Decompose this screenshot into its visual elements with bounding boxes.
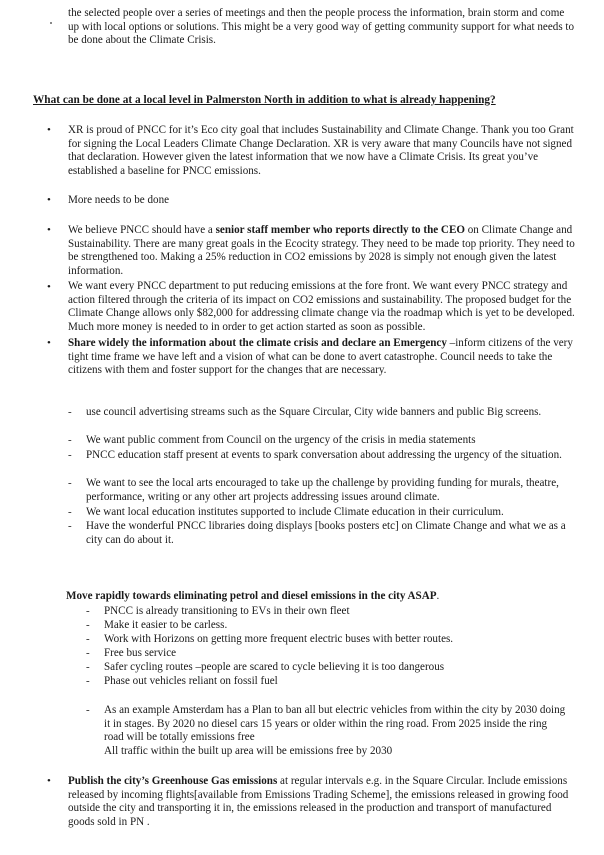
intro-paragraph: the selected people over a series of meetings and then the people process the information, brain storm and come up with local options or solutions. This might be a very good way of getting community support for what needs to be done about the Climate Crisis.	[68, 7, 575, 47]
bullet-pncc-eco-city: XR is proud of PNCC for it’s Eco city goal that includes Sustainability and Climate Change. Thank you too Grant for signing the Local Leaders Climate Change Declaration. XR is very aware that many Councils have not signed that declaration. However given the latest information that we now have a Climate Crisis. Its great you’ve established a baseline for PNCC emissions.	[68, 124, 574, 178]
bullet-marker: •	[47, 775, 51, 787]
bullet-senior-staff-post: on Climate Change and Sustainability. There are many great goals in the Ecocity strategy. They need to be made top priority. They need to be strengthened too. Making a 25% reduction in CO2 emissions by 2028 is simply not enough given the latest information.	[68, 224, 575, 278]
move-sub-horizons: Work with Horizons on getting more frequent electric buses with better routes.	[104, 633, 454, 645]
move-sub-cycling: Safer cycling routes –people are scared to cycle believing it is too dangerous	[104, 661, 445, 673]
bullet-share-widely-post: –inform citizens of the very tight time frame we have left and a vision of what can be done to avert catastrophe. Council needs to take the citizens with them and foster support for the changes that are necessary.	[68, 337, 573, 377]
bullet-marker: •	[47, 194, 51, 206]
bullet-senior-staff-bold: senior staff member who reports directly to the CEO	[215, 224, 465, 236]
move-sub-fossil-fuel: Phase out vehicles reliant on fossil fuel	[104, 675, 278, 687]
move-sub-amsterdam-last: All traffic within the built up area will be emissions free by 2030	[104, 745, 393, 757]
bullet-every-department: We want every PNCC department to put reducing emissions at the fore front. We want every PNCC strategy and action filtered through the criteria of its impact on CO2 emissions and sustainability. The proposed budget for the Climate Change allows only $82,000 for addressing climate change via the roadmap which is yet to be developed. Much more money is needed to in order to get action started as soon as possible.	[68, 280, 575, 334]
scan-speck	[50, 22, 52, 24]
move-sub-evs: PNCC is already transitioning to EVs in their own fleet	[104, 605, 350, 617]
bullet-marker: •	[47, 337, 51, 349]
bullet-senior-staff-pre: We believe PNCC should have a	[68, 224, 216, 236]
share-sub-advertising: use council advertising streams such as the Square Circular, City wide banners and public Big screens.	[86, 406, 542, 418]
section-heading: What can be done at a local level in Palmerston North in addition to what is already happening?	[33, 94, 496, 106]
share-sub-libraries: Have the wonderful PNCC libraries doing displays [books posters etc] on Climate Change and what we as a city can do about it.	[86, 520, 566, 546]
move-rapidly-heading	[66, 590, 576, 604]
move-sub-amsterdam: As an example Amsterdam has a Plan to ban all but electric vehicles from within the city by 2030 doing it in stages. By 2020 no diesel cars 15 years or older within the ring road. From 2025 inside the ring road will be totally emissions free	[104, 704, 566, 744]
dash-marker: -	[68, 434, 72, 446]
dash-marker: -	[86, 661, 90, 673]
move-sub-carless: Make it easier to be carless.	[104, 619, 228, 631]
move-rapidly-bold: Move rapidly towards eliminating petrol and diesel emissions in the city ASAP	[66, 590, 437, 602]
dash-marker: -	[86, 633, 90, 645]
bullet-marker: •	[47, 124, 51, 136]
share-sub-local-arts: We want to see the local arts encouraged to take up the challenge by providing funding for murals, theatre, performance, writing or any other art projects addressing issues around climate.	[86, 477, 559, 503]
move-rapidly-tail: .	[436, 590, 440, 602]
dash-marker: -	[68, 406, 72, 418]
move-sub-free-bus: Free bus service	[104, 647, 177, 659]
dash-marker: -	[86, 605, 90, 617]
dash-marker: -	[68, 520, 72, 532]
bullet-share-widely	[68, 337, 578, 378]
dash-marker: -	[68, 506, 72, 518]
share-sub-education-institutes: We want local education institutes supported to include Climate education in their curriculum.	[86, 506, 504, 518]
dash-marker: -	[68, 477, 72, 489]
dash-marker: -	[86, 647, 90, 659]
dash-marker: -	[86, 619, 90, 631]
bullet-share-widely-bold: Share widely the information about the climate crisis and declare an Emergency	[68, 337, 447, 349]
dash-marker: -	[86, 704, 90, 716]
bullet-marker: •	[47, 281, 51, 293]
bullet-publish-emissions-post: at regular intervals e.g. in the Square Circular. Include emissions released by incoming flights[available from Emissions Trading Scheme], the emissions released in growing food outside the city and transporting it in, the emissions released in the production and transport of manufactured goods sold in PN .	[68, 775, 569, 829]
bullet-senior-staff	[68, 224, 578, 279]
bullet-more-needed: More needs to be done	[68, 194, 170, 206]
dash-marker: -	[86, 675, 90, 687]
share-sub-education-staff: PNCC education staff present at events to spark conversation about addressing the urgency of the situation.	[86, 449, 562, 461]
share-sub-public-comment: We want public comment from Council on the urgency of the crisis in media statements	[86, 434, 476, 446]
bullet-publish-emissions-bold: Publish the city’s Greenhouse Gas emissions	[68, 775, 278, 787]
bullet-marker: •	[47, 224, 51, 236]
bullet-publish-emissions	[68, 775, 578, 830]
dash-marker: -	[68, 449, 72, 461]
